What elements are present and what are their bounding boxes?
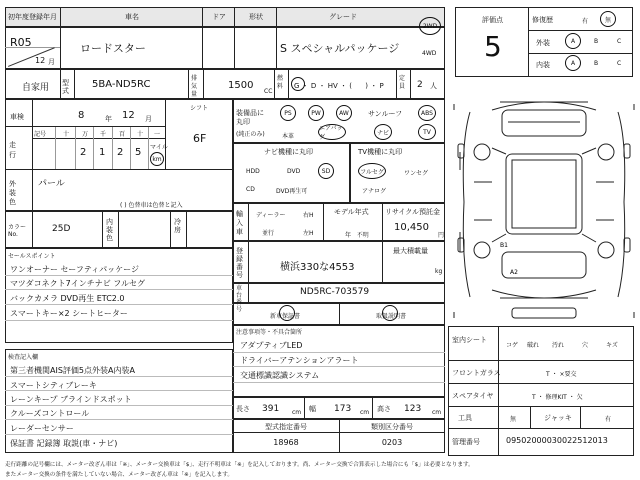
- inspection-month-unit: 月: [145, 115, 152, 123]
- grade-label: グレード: [329, 13, 357, 21]
- equipment-navi: ナビ: [374, 124, 392, 140]
- mileage-digit: 5: [135, 147, 142, 158]
- equipment-tv: TV: [418, 124, 436, 140]
- equipment-title: 装備品に丸印: [236, 109, 264, 126]
- car-name: ロードスター: [80, 42, 146, 55]
- mileage-digit: 2: [117, 147, 124, 158]
- car-damage-diagram: [452, 92, 636, 324]
- footer-note-2: またメーター交換の条件を満たしていない場合、メーター改ざん車は「※」を記入します。: [5, 472, 233, 478]
- mileage-digit: 2: [80, 147, 87, 158]
- width-value: 173: [334, 404, 352, 414]
- sales-line: スマートキー×2 シートヒーター: [10, 309, 128, 318]
- inspection-month: 12: [122, 110, 135, 121]
- color-no-label: カラーNo.: [8, 224, 27, 238]
- inspection-year-unit: 年: [105, 115, 112, 123]
- model-label: 型式: [62, 79, 69, 95]
- color-note: ( ) 色替車は色替と記入: [120, 202, 183, 209]
- recycle-value: 10,450: [394, 222, 429, 233]
- registration-label: 登録番号: [236, 247, 243, 279]
- cold-label: 冷房: [174, 218, 181, 234]
- mileage-mile: マイル: [150, 144, 168, 151]
- caution-line: ドライバーアテンションアラート: [240, 356, 359, 365]
- drive-2wd: 2WD: [419, 17, 441, 35]
- equipment-pw: PW: [308, 105, 324, 121]
- displacement-label: 排気量: [191, 75, 198, 98]
- mileage-label: 走行: [9, 141, 16, 159]
- car-name-label: 車名: [125, 13, 139, 21]
- capacity: 2: [417, 80, 423, 90]
- inspector-title: 検査記入欄: [8, 354, 39, 361]
- inspector-line: 保証書 記録簿 取説(車・ナビ): [10, 439, 118, 448]
- inspection-year: 8: [78, 110, 85, 121]
- sales-line: マツダコネクト7インチナビ フルセグ: [10, 279, 145, 288]
- repair-no: 無: [600, 11, 616, 27]
- inspector-line: レーダーセンサー: [10, 424, 74, 433]
- warranty-circle: [279, 305, 295, 321]
- equipment-abs: ABS: [418, 105, 436, 121]
- tv-title: TV機種に丸印: [358, 148, 403, 156]
- registration-value: 横浜330な4553: [280, 262, 355, 273]
- caution-line: 交通標識認識システム: [240, 371, 320, 380]
- score-label: 評価点: [482, 16, 503, 24]
- equipment-sub: (純正のみ): [236, 131, 265, 138]
- fuel-options: G ・ D ・ HV ・ ( ) ・ P: [294, 82, 384, 90]
- displacement-unit: CC: [264, 88, 273, 95]
- mileage-header: [32, 127, 165, 139]
- drive-4wd: 4WD: [422, 50, 437, 57]
- sales-line: ワンオーナー セーフティパッケージ: [10, 265, 140, 274]
- equipment-airbag: エアバッグ: [318, 124, 346, 140]
- height-value: 123: [404, 404, 422, 414]
- footer-note-1: 走行距離の記号欄には、メーター改ざん車は「※」、メーター交換車は「$」、走行不明車は「※」を記入しております。尚、メーター交換で合算表示した場合にも「$」は必要となります。: [5, 462, 474, 468]
- shift-label: シフト: [190, 105, 209, 112]
- tv-fullseg: フルセグ: [358, 163, 386, 179]
- use-type: 自家用: [22, 83, 50, 93]
- manual-doc: 取扱説明書: [376, 313, 407, 320]
- chassis-label: 車台番号: [236, 285, 243, 313]
- fuel-g-circle: [291, 77, 305, 91]
- fuel-label: 燃料: [277, 75, 284, 90]
- class-number: 0203: [381, 438, 403, 447]
- diagram-label-a2: A2: [510, 269, 518, 276]
- grade: S スペシャルパッケージ: [280, 42, 400, 55]
- color-no-row: [5, 211, 233, 248]
- caution-line: アダプティブLED: [240, 341, 303, 350]
- reg-month-unit: 月: [48, 58, 55, 66]
- door-label: ドア: [212, 13, 226, 21]
- int-grade-a: A: [565, 55, 581, 71]
- manual-circle: [382, 305, 398, 321]
- diagram-label-b1: B1: [500, 242, 508, 249]
- chassis-value: ND5RC-703579: [300, 287, 370, 297]
- mileage-km: km: [150, 152, 164, 166]
- inspector-line: スマートシティブレーキ: [10, 381, 97, 390]
- reg-year: R05: [10, 36, 32, 49]
- navi-sd: SD: [318, 163, 334, 179]
- model: 5BA-ND5RC: [92, 79, 151, 90]
- color-value: パール: [38, 179, 65, 189]
- capacity-label: 定員: [399, 75, 406, 90]
- management-number: 09502000030022512013: [506, 436, 608, 445]
- warranty-doc: 新車保証書: [270, 313, 301, 320]
- shape-label: 形状: [249, 13, 263, 21]
- displacement: 1500: [228, 80, 254, 91]
- equipment-ps: PS: [280, 105, 296, 121]
- mileage-digit: 1: [99, 147, 106, 158]
- capacity-unit: 人: [430, 82, 437, 90]
- equipment-leather: 本革: [282, 133, 295, 140]
- color-no-value: 25D: [52, 224, 71, 234]
- reg-month: 12: [35, 56, 46, 65]
- color-label: 外装色: [9, 180, 16, 206]
- navi-title: ナビ機種に丸印: [264, 148, 313, 156]
- score-value: 5: [484, 30, 502, 63]
- sales-points-title: セールスポイント: [8, 253, 56, 260]
- length-value: 391: [262, 404, 280, 414]
- import-label: 輸入車: [236, 210, 243, 236]
- equipment-sunroof: サンルーフ: [368, 110, 403, 118]
- reg-date-label: 初年度登録年月: [8, 13, 57, 21]
- sales-line: バックカメラ DVD再生 ETC2.0: [10, 294, 125, 303]
- ext-grade-a: A: [565, 33, 581, 49]
- type-number: 18968: [273, 438, 299, 447]
- seat-label: 室内シート: [452, 336, 487, 344]
- equipment-aw: AW: [336, 105, 352, 121]
- interior-color-label: 内装色: [106, 218, 113, 242]
- inspector-line: レーンキープ ブラインドスポット: [10, 395, 132, 404]
- inspection-label: 車検: [10, 113, 24, 121]
- caution-title: 注意事項等・不具合箇所: [236, 329, 303, 336]
- shift-value: 6F: [193, 132, 207, 145]
- inspector-line: 第三者機関AIS評価5点外装A内装A: [10, 366, 135, 375]
- inspector-line: クルーズコントロール: [10, 409, 90, 418]
